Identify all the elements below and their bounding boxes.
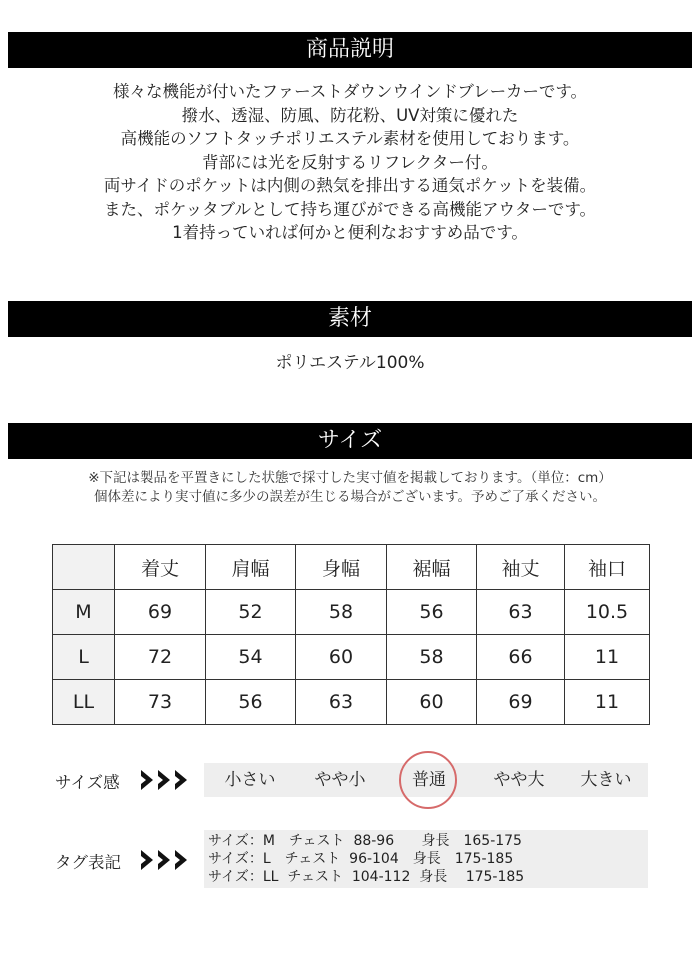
- size-table-cell: 69: [477, 680, 565, 725]
- tag-label: タグ表記: [55, 853, 121, 872]
- fit-label: サイズ感: [55, 773, 120, 792]
- description-line: 様々な機能が付いたファーストダウンウインドブレーカーです。: [112, 82, 588, 101]
- size-table-cell: 73: [115, 680, 206, 725]
- size-table-row: [53, 590, 650, 635]
- triple-chevron-icon: [139, 848, 193, 872]
- section-header-material: 素材: [8, 301, 692, 337]
- size-table-header-row: [53, 545, 650, 590]
- fit-option: やや小: [314, 770, 366, 790]
- size-table-header: 肩幅: [206, 545, 296, 590]
- size-table: [52, 544, 650, 725]
- size-table-row: [53, 635, 650, 680]
- size-table-cell: 66: [477, 635, 565, 680]
- size-table-cell: 52: [206, 590, 296, 635]
- size-table-cell: 11: [565, 680, 650, 725]
- description-line: 両サイドのポケットは内側の熱気を排出する通気ポケットを装備。: [103, 176, 597, 195]
- size-table-row-label: M: [53, 590, 115, 635]
- size-table-cell: 10.5: [565, 590, 650, 635]
- size-table-cell: 54: [206, 635, 296, 680]
- size-table-cell: 56: [206, 680, 296, 725]
- fit-selected-circle: [399, 751, 457, 809]
- product-description: [0, 80, 700, 245]
- fit-option-selected: 普通: [412, 770, 446, 790]
- description-line: また、ポケッタブルとして持ち運びができる高機能アウターです。: [103, 199, 597, 219]
- description-line: 高機能のソフトタッチポリエステル素材を使用しております。: [120, 129, 580, 148]
- tag-line: サイズ：M チェスト 88-96 身長 165-175: [208, 833, 522, 849]
- fit-option: 大きい: [580, 770, 632, 790]
- size-table-cell: 56: [387, 590, 477, 635]
- size-table-row-label: LL: [53, 680, 115, 725]
- section-header-description: 商品説明: [8, 32, 692, 68]
- fit-option: やや大: [493, 770, 545, 790]
- size-note-line: ※下記は製品を平置きにした状態で採寸した実寸値を掲載しております。（単位：cm）: [88, 470, 612, 486]
- size-table-header: 袖口: [565, 545, 650, 590]
- size-table-cell: 11: [565, 635, 650, 680]
- material-text: ポリエステル100%: [275, 353, 425, 373]
- size-table-cell: 72: [115, 635, 206, 680]
- size-table-corner: [53, 545, 115, 590]
- size-table-header: 裾幅: [387, 545, 477, 590]
- size-table-row-label: L: [53, 635, 115, 680]
- description-line: 背部には光を反射するリフレクター付。: [202, 152, 498, 172]
- size-table-row: [53, 680, 650, 725]
- size-table-cell: 58: [296, 590, 387, 635]
- description-line: 1着持っていれば何かと便利なおすすめ品です。: [172, 223, 528, 242]
- size-table-cell: 63: [296, 680, 387, 725]
- tag-line: サイズ：LL チェスト 104-112 身長 175-185: [208, 869, 525, 885]
- size-table-cell: 60: [296, 635, 387, 680]
- size-table-cell: 69: [115, 590, 206, 635]
- size-note-line: 個体差により実寸値に多少の誤差が生じる場合がございます。予めご了承ください。: [94, 489, 606, 505]
- section-header-size: サイズ: [8, 423, 692, 459]
- size-table-cell: 63: [477, 590, 565, 635]
- size-table-header: 袖丈: [477, 545, 565, 590]
- triple-chevron-icon: [139, 768, 193, 792]
- description-line: 撥水、透湿、防風、防花粉、UV対策に優れた: [181, 105, 519, 125]
- tag-info-box: [204, 830, 648, 888]
- size-table-header: 身幅: [296, 545, 387, 590]
- size-note: [0, 469, 700, 507]
- size-table-cell: 60: [387, 680, 477, 725]
- tag-line: サイズ：L チェスト 96-104 身長 175-185: [208, 851, 514, 867]
- fit-option: 小さい: [224, 770, 276, 790]
- size-table-cell: 58: [387, 635, 477, 680]
- size-table-header: 着丈: [115, 545, 206, 590]
